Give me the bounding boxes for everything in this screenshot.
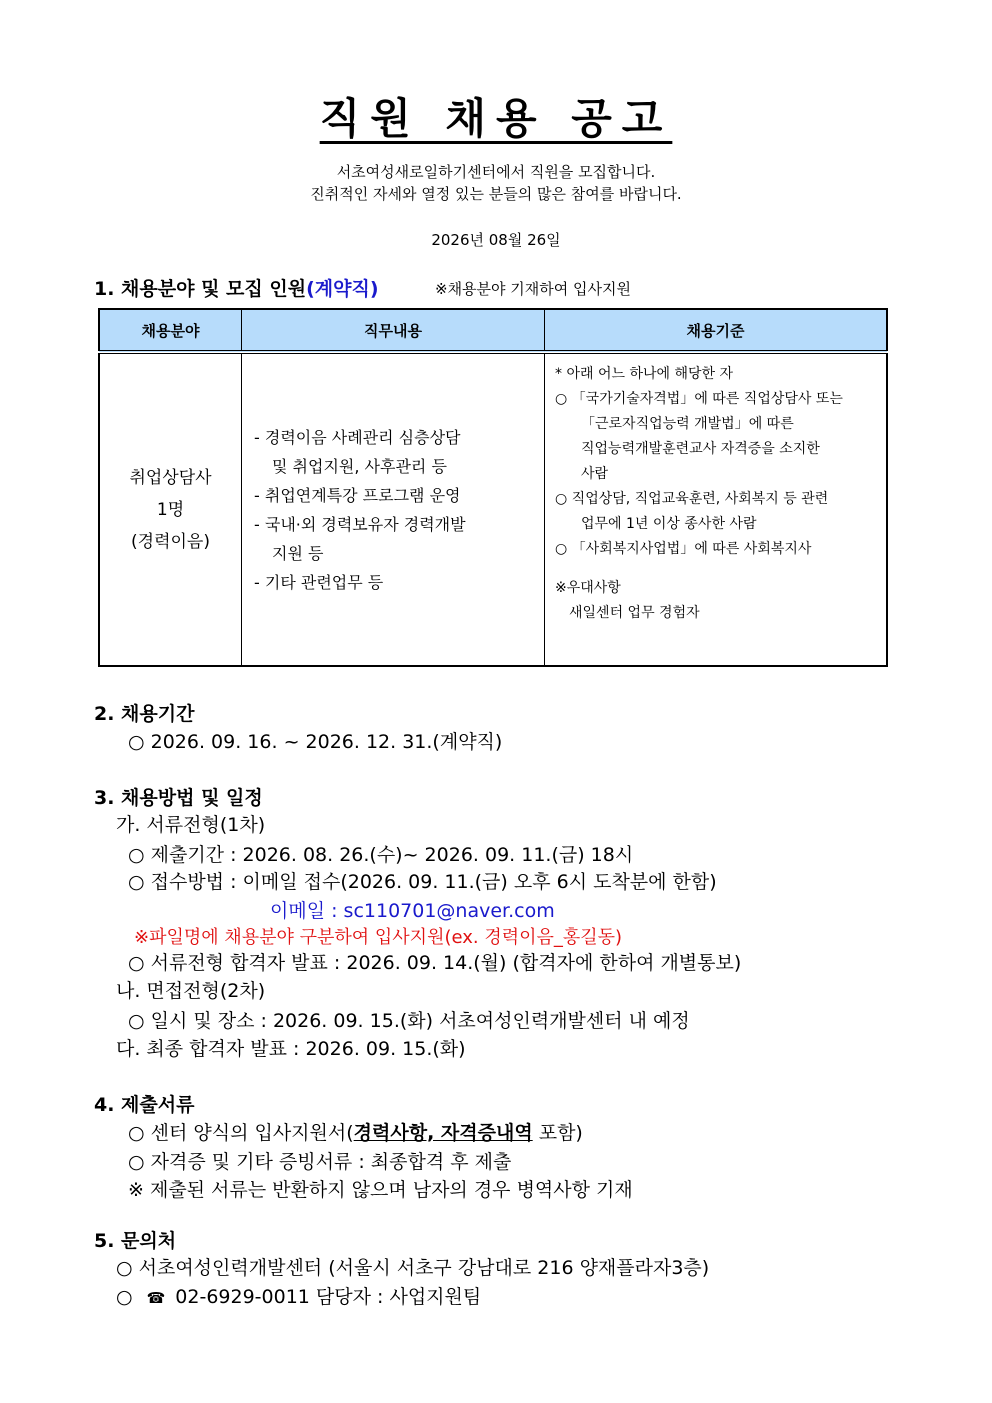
contact-address: ○ 서초여성인력개발센터 (서울시 서초구 강남대로 216 양재플라자3층) <box>116 1257 710 1279</box>
field-program: (경력이음) <box>131 531 210 552</box>
filename-note: ※파일명에 채용분야 구분하여 입사지원(ex. 경력이음_홍길동) <box>134 927 623 948</box>
intro-line-1: 서초여성새로일하기센터에서 직원을 모집합니다. <box>336 163 656 181</box>
section4-heading: 4. 제출서류 <box>94 1094 195 1116</box>
section1-heading: 1. 채용분야 및 모집 인원(계약직) <box>94 278 379 300</box>
submission-period: ○ 제출기간 : 2026. 08. 26.(수)~ 2026. 09. 11.(금) 18시 <box>128 844 634 866</box>
criteria-line: ○ 직업상담, 직업교육훈련, 사회복지 등 관련 <box>555 491 829 507</box>
header-duties: 직무내용 <box>242 309 545 352</box>
documents-note: ※ 제출된 서류는 반환하지 않으며 남자의 경우 병역사항 기재 <box>128 1179 633 1201</box>
spacer <box>555 562 880 576</box>
criteria-line: * 아래 어느 하나에 해당한 자 <box>555 366 734 382</box>
duty-line: 및 취업지원, 사후관리 등 <box>272 456 447 476</box>
intro-line-2: 진취적인 자세와 열정 있는 분들의 많은 참여를 바랍니다. <box>310 185 682 203</box>
criteria-line: 업무에 1년 이상 종사한 사람 <box>581 516 757 532</box>
final-announcement: 다. 최종 합격자 발표 : 2026. 09. 15.(화) <box>116 1038 466 1060</box>
interview-schedule: ○ 일시 및 장소 : 2026. 09. 15.(화) 서초여성인력개발센터 내 예정 <box>128 1010 690 1032</box>
contract-type: (계약직) <box>306 278 379 300</box>
field-name: 취업상담사 <box>129 467 212 488</box>
criteria-cell <box>545 352 888 666</box>
criteria-line: ○ 「국가기술자격법」에 따른 직업상담사 또는 <box>555 391 843 407</box>
email-address[interactable]: 이메일 : sc110701@naver.com <box>270 900 555 922</box>
application-form: ○ 센터 양식의 입사지원서(경력사항, 자격증내역 포함) <box>128 1122 583 1144</box>
preference-heading: ※우대사항 <box>555 580 621 596</box>
preference-item: 새일센터 업무 경험자 <box>569 605 700 621</box>
table-header-row <box>99 309 887 352</box>
criteria-line: ○ 「사회복지사업법」에 따른 사회복지사 <box>555 541 812 557</box>
section1-note: ※채용분야 기재하여 입사지원 <box>435 280 631 298</box>
section5-heading: 5. 문의처 <box>94 1230 177 1252</box>
page-title: 직원 채용 공고 <box>319 94 673 143</box>
interview-heading: 나. 면접전형(2차) <box>116 980 266 1002</box>
contact-phone: ○ ☎ 02-6929-0011 담당자 : 사업지원팀 <box>116 1286 482 1308</box>
duty-line: - 국내·외 경력보유자 경력개발 <box>254 514 466 534</box>
employment-period: ○ 2026. 09. 16. ~ 2026. 12. 31.(계약직) <box>128 731 503 753</box>
duty-line: - 기타 관련업무 등 <box>254 572 384 592</box>
duty-line: - 경력이음 사례관리 심층상담 <box>254 427 461 447</box>
criteria-line: 「근로자직업능력 개발법」에 따른 <box>581 416 794 432</box>
document-screening-heading: 가. 서류전형(1차) <box>116 814 266 836</box>
header-field: 채용분야 <box>99 309 242 352</box>
emphasis-text: 경력사항, 자격증내역 <box>353 1122 533 1144</box>
notice-date: 2026년 08월 26일 <box>431 231 561 249</box>
criteria-line: 사람 <box>581 466 609 482</box>
field-count: 1명 <box>156 499 185 520</box>
submission-method: ○ 접수방법 : 이메일 접수(2026. 09. 11.(금) 오후 6시 도착분에 한함) <box>128 871 717 893</box>
phone-icon: ☎ <box>146 1289 166 1307</box>
section3-heading: 3. 채용방법 및 일정 <box>94 787 263 809</box>
screening-result: ○ 서류전형 합격자 발표 : 2026. 09. 14.(월) (합격자에 한하여 개별통보) <box>128 952 742 974</box>
section2-heading: 2. 채용기간 <box>94 703 195 725</box>
header-criteria: 채용기준 <box>545 309 888 352</box>
criteria-line: 직업능력개발훈련교사 자격증을 소지한 <box>581 441 820 457</box>
duties-cell <box>242 352 545 666</box>
table-row <box>99 352 887 666</box>
recruitment-table <box>98 308 888 667</box>
field-cell <box>99 352 242 666</box>
duty-line: 지원 등 <box>272 543 324 563</box>
duty-line: - 취업연계특강 프로그램 운영 <box>254 485 461 505</box>
certificate-docs: ○ 자격증 및 기타 증빙서류 : 최종합격 후 제출 <box>128 1151 512 1173</box>
